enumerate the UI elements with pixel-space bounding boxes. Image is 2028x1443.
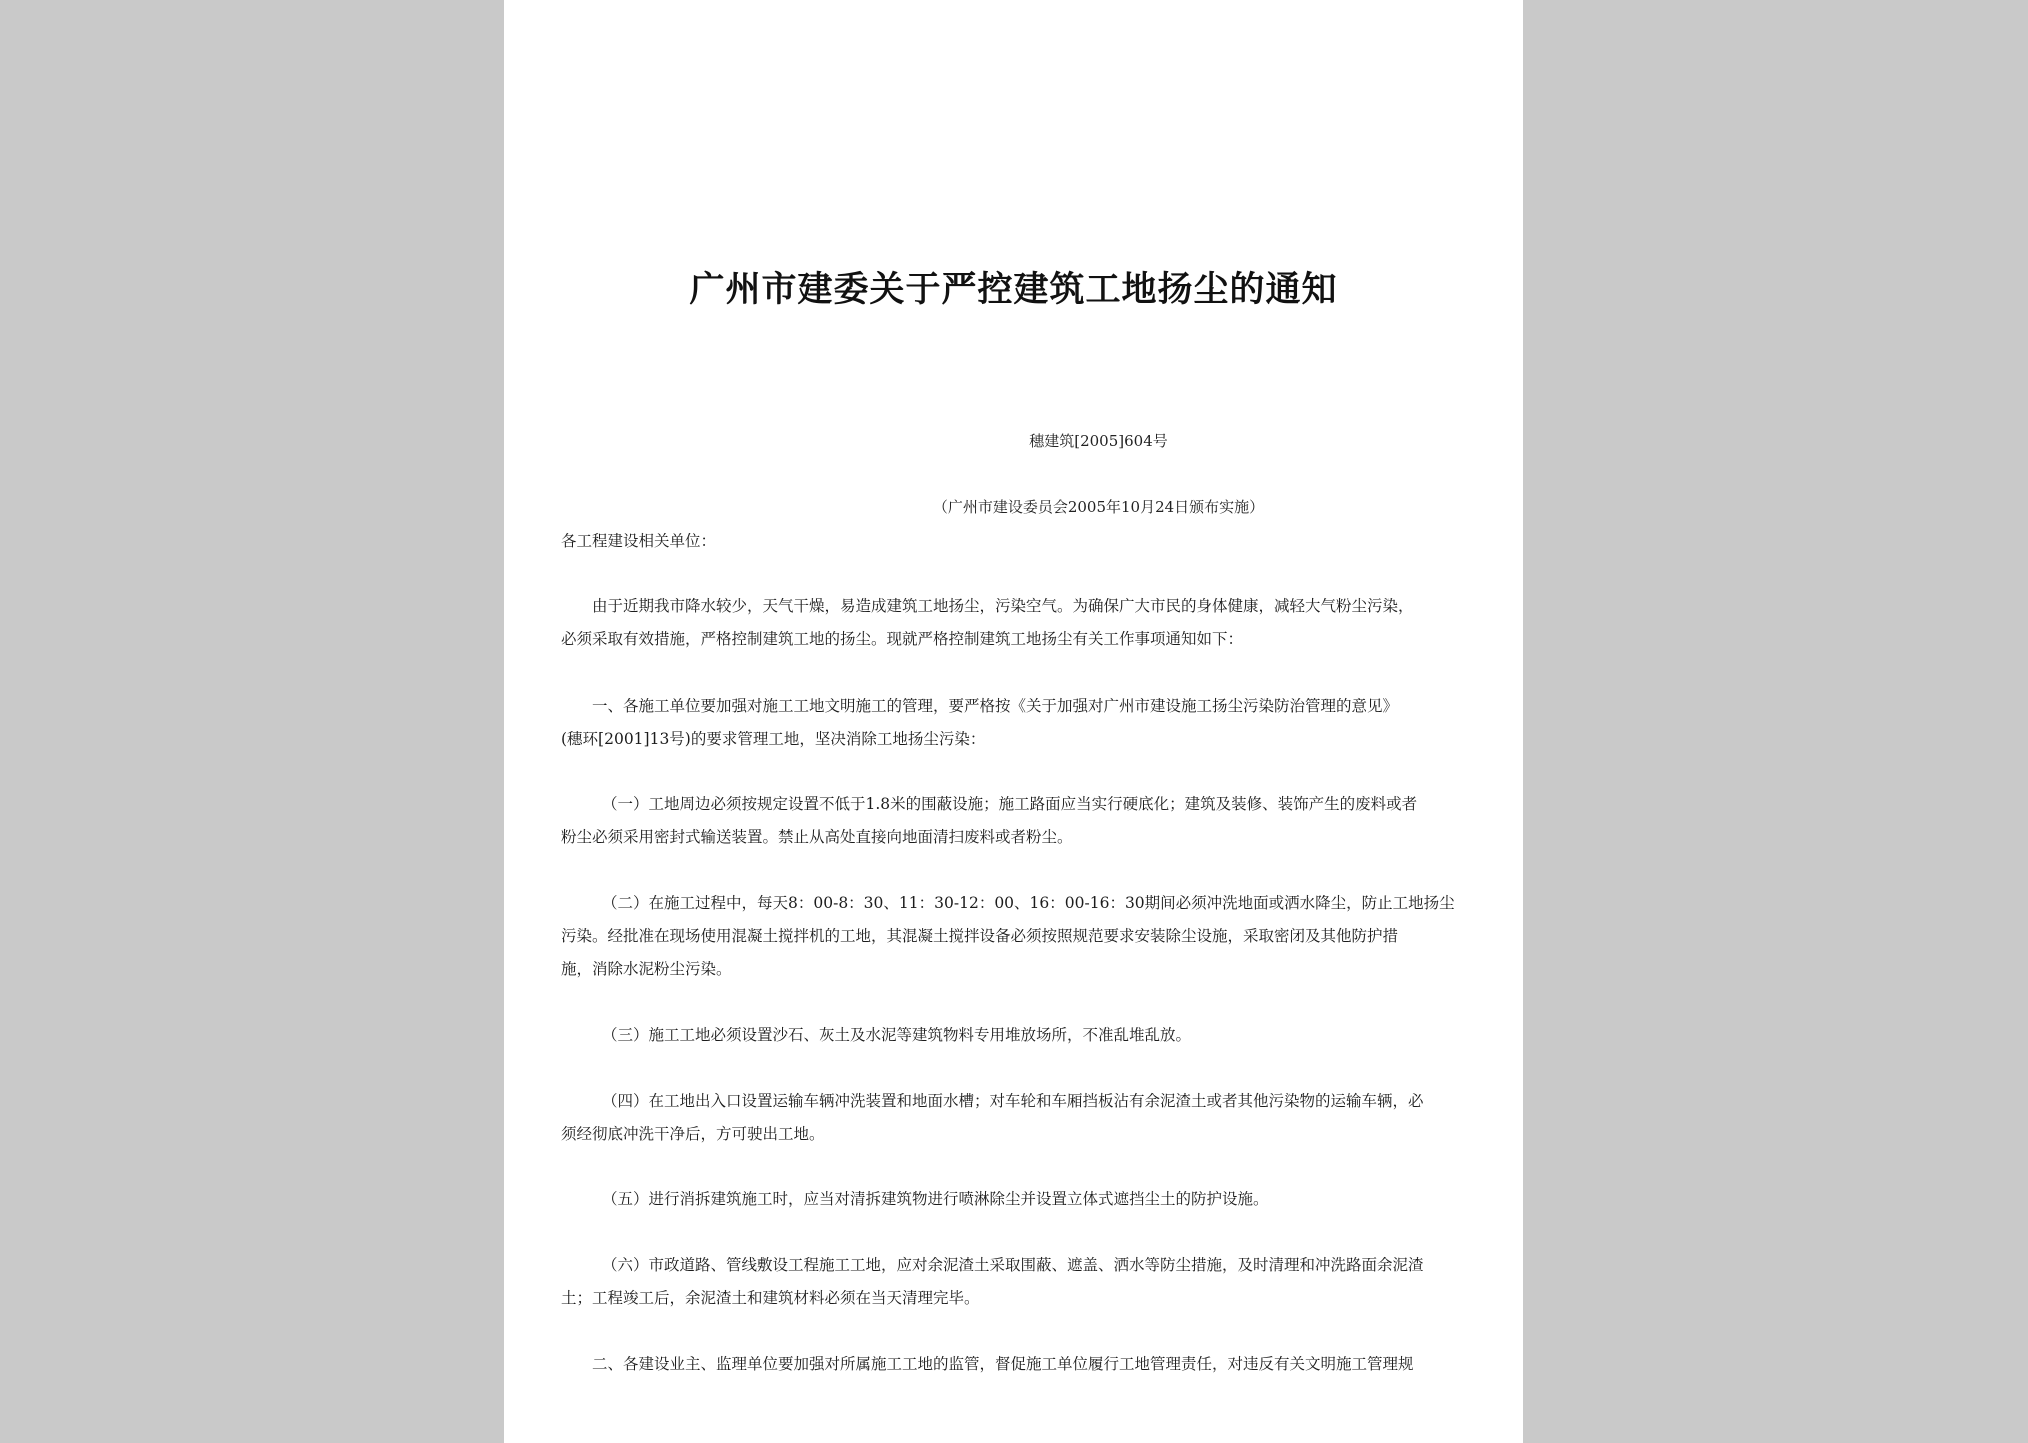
section-1-heading-line: (穗环[2001]13号)的要求管理工地，坚决消除工地扬尘污染： [561, 730, 986, 748]
section-2-heading-line: 二、各建设业主、监理单位要加强对所属施工工地的监管，督促施工单位履行工地管理责任，对违反有关文明施工管理规 [592, 1355, 1414, 1373]
item-6-line: 土；工程竣工后，余泥渣土和建筑材料必须在当天清理完毕。 [561, 1289, 980, 1307]
issuing-authority-line: （广州市建设委员会2005年10月24日颁布实施） [932, 498, 1265, 516]
item-2-line: 污染。经批准在现场使用混凝土搅拌机的工地，其混凝土搅拌设备必须按照规范要求安装除尘设施，采取密闭及其他防护措 [561, 927, 1399, 945]
item-5-line: （五）进行消拆建筑施工时，应当对清拆建筑物进行喷淋除尘并设置立体式遮挡尘土的防护设施。 [602, 1190, 1269, 1208]
section-1-heading-line: 一、各施工单位要加强对施工工地文明施工的管理，要严格按《关于加强对广州市建设施工扬尘污染防治管理的意见》 [592, 697, 1399, 715]
document-title: 广州市建委关于严控建筑工地扬尘的通知 [689, 269, 1338, 310]
item-4-line: （四）在工地出入口设置运输车辆冲洗装置和地面水槽；对车轮和车厢挡板沾有余泥渣土或者其他污染物的运输车辆，必 [602, 1092, 1424, 1110]
intro-paragraph-line: 必须采取有效措施，严格控制建筑工地的扬尘。现就严格控制建筑工地扬尘有关工作事项通知如下： [561, 630, 1244, 648]
salutation: 各工程建设相关单位： [561, 532, 717, 550]
item-6-line: （六）市政道路、管线敷设工程施工工地，应对余泥渣土采取围蔽、遮盖、洒水等防尘措施，及时清理和冲洗路面余泥渣 [602, 1256, 1424, 1274]
item-2-line: （二）在施工过程中，每天8：00-8：30、11：30-12：00、16：00-16：30期间必须冲洗地面或洒水降尘，防止工地扬尘 [602, 894, 1455, 912]
document-page [504, 0, 1523, 1443]
item-1-line: 粉尘必须采用密封式输送装置。禁止从高处直接向地面清扫废料或者粉尘。 [561, 828, 1073, 846]
item-3-line: （三）施工工地必须设置沙石、灰土及水泥等建筑物料专用堆放场所，不准乱堆乱放。 [602, 1026, 1192, 1044]
intro-paragraph-line: 由于近期我市降水较少，天气干燥，易造成建筑工地扬尘，污染空气。为确保广大市民的身体健康，减轻大气粉尘污染， [592, 597, 1414, 615]
item-1-line: （一）工地周边必须按规定设置不低于1.8米的围蔽设施；施工路面应当实行硬底化；建筑及装修、装饰产生的废料或者 [602, 795, 1418, 813]
item-2-line: 施，消除水泥粉尘污染。 [561, 960, 732, 978]
item-4-line: 须经彻底冲洗干净后，方可驶出工地。 [561, 1125, 825, 1143]
document-number: 穗建筑[2005]604号 [1029, 432, 1168, 450]
